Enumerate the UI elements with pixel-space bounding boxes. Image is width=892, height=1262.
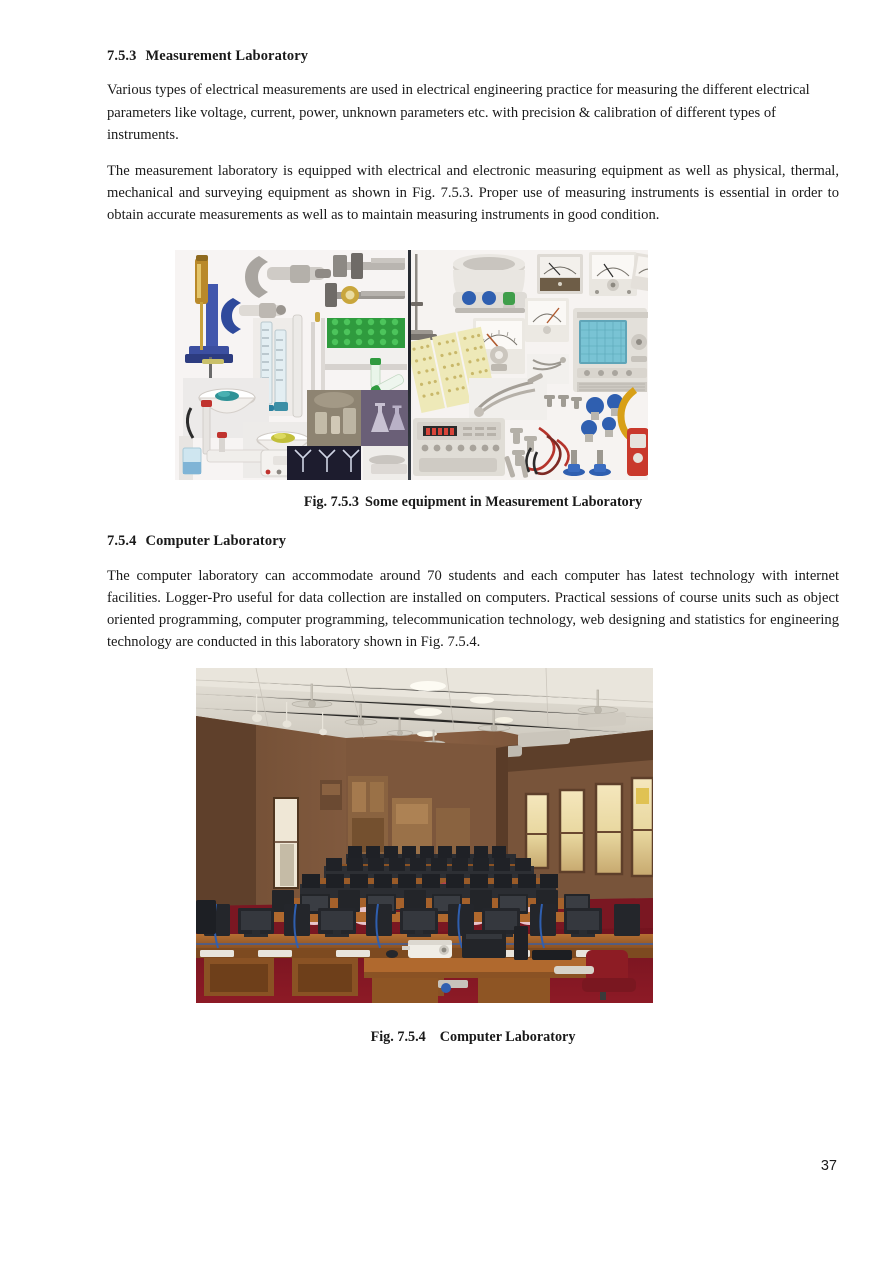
computer-laboratory-illustration	[196, 668, 653, 1003]
hot-plate-stirrer-icon	[453, 254, 527, 313]
figure-7-5-3-image-wrap	[175, 250, 648, 480]
speaker-icon	[196, 900, 216, 934]
collage-left-illustration	[175, 250, 409, 480]
measurement-equipment-collage-image	[175, 250, 648, 480]
section-heading-7-5-3	[107, 48, 839, 65]
computer-laboratory-photo	[196, 668, 653, 1003]
figure-7-5-3-label: Fig. 7.5.3	[303, 494, 359, 511]
separating-funnel-photo-icon	[287, 446, 361, 480]
analog-panel-meter-1-icon	[537, 254, 583, 294]
collage-right-illustration	[411, 250, 648, 480]
figure-7-5-3	[107, 250, 839, 511]
section-title: Computer Laboratory	[145, 533, 287, 550]
paragraph-measurement-equipment: The measurement laboratory is equipped with electrical and electronic measuring equipment as well as physical, thermal, mechanical and surveying equipment as shown in Fig. 7.5.3. Proper use of measuring instruments is essential in order to obtain accurate measurements as well as to maintain measuring instruments in good condition.	[107, 162, 839, 224]
figure-7-5-4-image-wrap	[196, 668, 653, 1003]
collage-left-half	[175, 250, 409, 480]
figure-7-5-4-label: Fig. 7.5.4	[370, 1028, 426, 1045]
function-generator-icon	[413, 418, 505, 476]
analog-panel-meter-2-icon	[589, 252, 637, 296]
analytical-balance-icon	[363, 446, 409, 480]
figure-7-5-4	[107, 668, 839, 1046]
forceps-icon	[469, 373, 547, 420]
figure-7-5-4-caption-text: Computer Laboratory	[439, 1028, 576, 1045]
mouse-icon	[386, 950, 398, 958]
figure-7-5-3-caption-text: Some equipment in Measurement Laboratory	[365, 494, 643, 511]
projector-icon	[402, 940, 452, 958]
keyboard-icon	[532, 950, 572, 960]
oscilloscope-icon	[573, 308, 648, 392]
conical-flask-photo-icon	[361, 390, 409, 446]
page-number: 37	[820, 1158, 837, 1174]
teacher-monitor	[514, 926, 528, 960]
figure-7-5-3-caption	[107, 494, 839, 511]
beakers-photo-icon	[307, 390, 361, 446]
page-content	[107, 48, 839, 1046]
section-heading-7-5-4	[107, 533, 839, 550]
paragraph-measurement-intro: Various types of electrical measurements are used in electrical engineering practice for measuring the different electrical parameters like voltage, current, power, unknown parameters etc. with precision & calibration of different types of instruments.	[107, 82, 810, 143]
paragraph-computer-lab: The computer laboratory can accommodate around 70 students and each computer has latest technology with internet facilities. Logger-Pro useful for data collection are installed on computers. Practical sessions of course units such as object oriented programming, computer programming, telecommunication technology, web designing and statistics for engineering technology are conducted in this laboratory shown in Fig. 7.5.4.	[107, 567, 839, 651]
section-number: 7.5.3	[107, 48, 137, 64]
figure-7-5-4-caption	[107, 1029, 839, 1046]
section-number: 7.5.4	[107, 533, 137, 550]
section-title: Measurement Laboratory	[145, 48, 309, 64]
collage-right-half	[411, 250, 648, 480]
analog-panel-meter-4-icon	[525, 298, 569, 342]
